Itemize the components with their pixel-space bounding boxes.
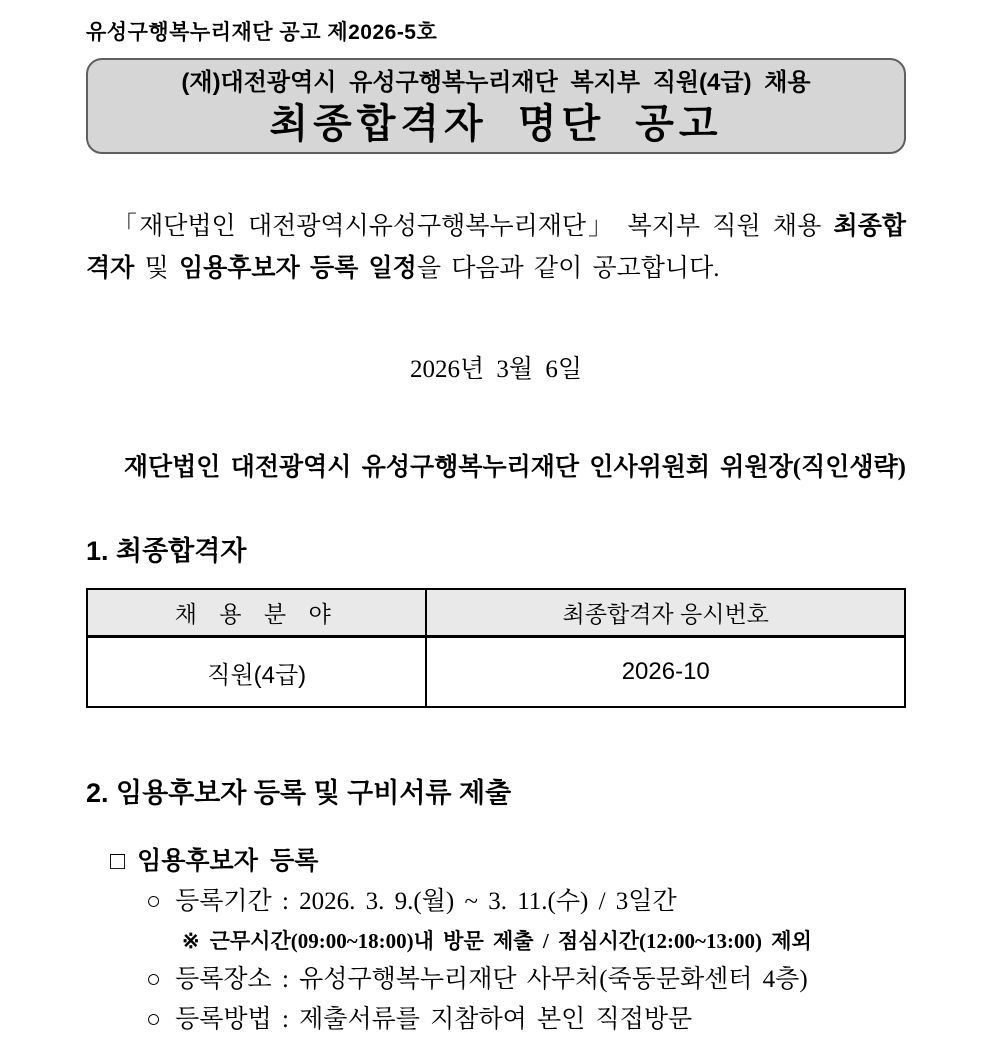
signature-line: 재단법인 대전광역시 유성구행복누리재단 인사위원회 위원장(직인생략): [123, 454, 906, 481]
section2-heading: 2. 임용후보자 등록 및 구비서류 제출: [86, 778, 512, 808]
reference-mark-icon: ※: [182, 929, 200, 953]
intro-text-1: 「재단법인 대전광역시유성구행복누리재단」 복지부 직원 채용: [112, 213, 834, 240]
intro-bold-final-passer: 최종합격자: [86, 213, 906, 282]
table-cell-number: 2026-10: [426, 637, 905, 708]
table-row: [87, 637, 905, 708]
list-item-text: 근무시간(09:00~18:00)내 방문 제출 / 점심시간(12:00~13:00) 제외: [209, 929, 812, 953]
announcement-date: 2026년 3월 6일: [410, 356, 582, 383]
table-header-recruitment-field: 채 용 분 야: [87, 589, 426, 637]
intro-text-2: 및: [134, 255, 179, 282]
circle-bullet-icon: ○: [146, 1006, 162, 1033]
title-box-subtitle: (재)대전광역시 유성구행복누리재단 복지부 직원(4급) 채용: [181, 69, 811, 96]
square-bullet-icon: □: [110, 848, 126, 875]
registration-detail-list: [86, 882, 906, 1040]
list-item-text: 등록장소 : 유성구행복누리재단 사무처(죽동문화센터 4층): [175, 966, 808, 993]
list-item: [146, 1000, 906, 1040]
subsection-registration: [110, 844, 906, 880]
intro-paragraph: [86, 206, 906, 290]
list-item-note: [182, 922, 906, 960]
table-header-applicant-number: 최종합격자 응시번호: [426, 589, 905, 637]
intro-bold-schedule: 임용후보자 등록 일정: [178, 255, 417, 282]
list-item: [146, 882, 906, 922]
doc-number: 유성구행복누리재단 공고 제2026-5호: [86, 21, 438, 44]
intro-text-3: 을 다음과 같이 공고합니다.: [416, 255, 720, 282]
table-header-row: [87, 589, 905, 637]
list-item: [146, 960, 906, 1000]
subsection-registration-label: 임용후보자 등록: [137, 848, 319, 875]
section1-heading: 1. 최종합격자: [86, 536, 247, 566]
final-passer-table: [86, 588, 906, 708]
circle-bullet-icon: ○: [146, 888, 162, 915]
circle-bullet-icon: ○: [146, 966, 162, 993]
title-box-main-title: 최종합격자 명단 공고: [269, 102, 723, 146]
title-box: [86, 58, 906, 154]
table-cell-position: 직원(4급): [87, 637, 426, 708]
list-item-text: 등록기간 : 2026. 3. 9.(월) ~ 3. 11.(수) / 3일간: [175, 888, 677, 915]
list-item-text: 등록방법 : 제출서류를 지참하여 본인 직접방문: [175, 1006, 693, 1033]
